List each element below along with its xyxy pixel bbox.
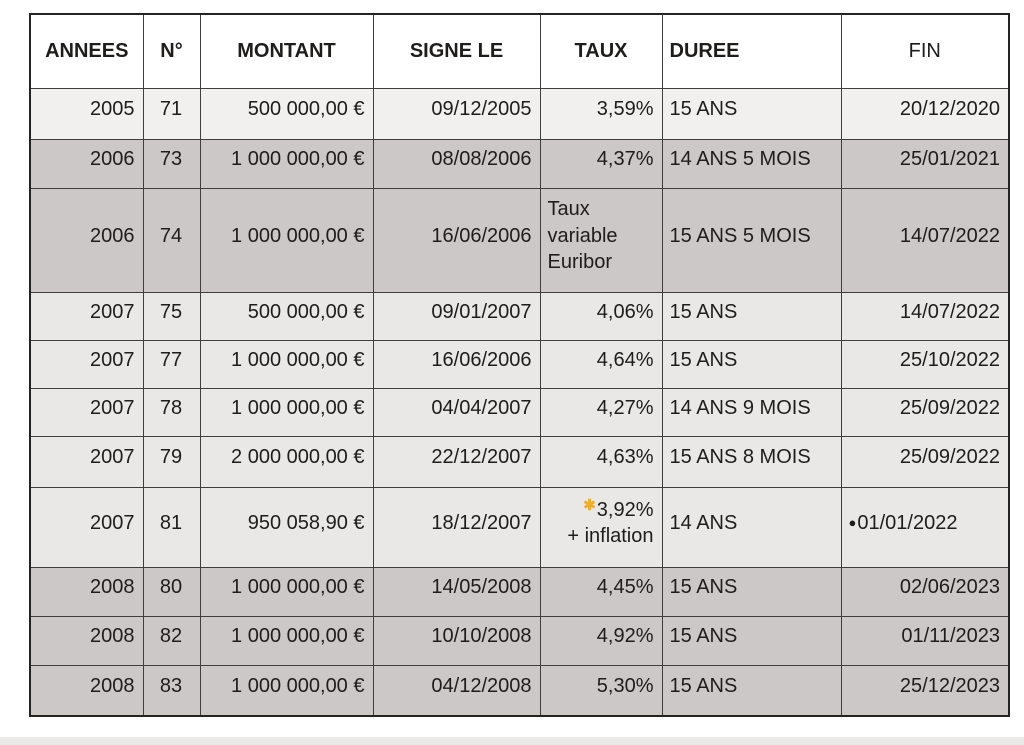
table-row [30, 340, 1009, 388]
cell-num: 80 [143, 567, 200, 616]
col-header-montant: MONTANT [200, 14, 373, 88]
cell-fin: 14/07/2022 [841, 188, 1009, 292]
cell-duree: 15 ANS [662, 616, 841, 665]
cell-montant: 1 000 000,00 € [200, 139, 373, 188]
col-header-taux: TAUX [540, 14, 662, 88]
cell-annees: 2007 [30, 388, 143, 436]
table-row [30, 188, 1009, 292]
table-row [30, 665, 1009, 716]
cell-montant: 950 058,90 € [200, 487, 373, 567]
cell-num: 78 [143, 388, 200, 436]
cell-montant: 500 000,00 € [200, 292, 373, 340]
cell-annees: 2007 [30, 487, 143, 567]
table-row [30, 436, 1009, 487]
cell-num: 71 [143, 88, 200, 139]
cell-duree: 15 ANS 5 MOIS [662, 188, 841, 292]
col-header-signe-le: SIGNE LE [373, 14, 540, 88]
cell-signe: 16/06/2006 [373, 188, 540, 292]
cell-duree: 15 ANS [662, 567, 841, 616]
cell-num: 73 [143, 139, 200, 188]
cell-duree: 15 ANS [662, 665, 841, 716]
table-row [30, 388, 1009, 436]
cell-taux: 5,30% [540, 665, 662, 716]
cell-num: 82 [143, 616, 200, 665]
cell-taux: 4,63% [540, 436, 662, 487]
cell-taux: 3,59% [540, 88, 662, 139]
cell-fin: 14/07/2022 [841, 292, 1009, 340]
cell-signe: 14/05/2008 [373, 567, 540, 616]
cell-num: 77 [143, 340, 200, 388]
cell-montant: 1 000 000,00 € [200, 188, 373, 292]
cell-signe: 22/12/2007 [373, 436, 540, 487]
cell-signe: 10/10/2008 [373, 616, 540, 665]
cell-fin: 20/12/2020 [841, 88, 1009, 139]
table-row [30, 616, 1009, 665]
cell-fin: 02/06/2023 [841, 567, 1009, 616]
cell-taux: 4,92% [540, 616, 662, 665]
cell-signe: 04/04/2007 [373, 388, 540, 436]
cell-signe: 09/01/2007 [373, 292, 540, 340]
table-row [30, 567, 1009, 616]
cell-annees: 2008 [30, 567, 143, 616]
cell-annees: 2008 [30, 616, 143, 665]
table-header [30, 14, 1009, 88]
cell-montant: 1 000 000,00 € [200, 567, 373, 616]
cell-fin: 25/09/2022 [841, 436, 1009, 487]
cell-montant: 500 000,00 € [200, 88, 373, 139]
header-row [30, 14, 1009, 88]
cell-taux: 4,37% [540, 139, 662, 188]
cell-annees: 2007 [30, 436, 143, 487]
col-header-duree: DUREE [662, 14, 841, 88]
cell-annees: 2006 [30, 188, 143, 292]
cell-fin: 25/09/2022 [841, 388, 1009, 436]
cell-fin: 25/01/2021 [841, 139, 1009, 188]
cell-signe: 08/08/2006 [373, 139, 540, 188]
col-header-fin: FIN [841, 14, 1009, 88]
gold-asterisk-icon: ✱ [583, 496, 596, 514]
cell-duree: 14 ANS [662, 487, 841, 567]
cell-annees: 2008 [30, 665, 143, 716]
cell-signe: 18/12/2007 [373, 487, 540, 567]
table-row [30, 292, 1009, 340]
cell-taux: 4,64% [540, 340, 662, 388]
cell-annees: 2007 [30, 340, 143, 388]
cell-montant: 1 000 000,00 € [200, 665, 373, 716]
col-header-annees: ANNEES [30, 14, 143, 88]
cell-fin: ●01/01/2022 [841, 487, 1009, 567]
cell-taux: 4,27% [540, 388, 662, 436]
cell-duree: 14 ANS 9 MOIS [662, 388, 841, 436]
cell-annees: 2006 [30, 139, 143, 188]
cell-num: 74 [143, 188, 200, 292]
cell-montant: 1 000 000,00 € [200, 616, 373, 665]
table-row [30, 487, 1009, 567]
cell-fin: 25/12/2023 [841, 665, 1009, 716]
table-row [30, 88, 1009, 139]
cell-annees: 2007 [30, 292, 143, 340]
cell-fin: 01/11/2023 [841, 616, 1009, 665]
cell-duree: 15 ANS [662, 88, 841, 139]
cell-num: 81 [143, 487, 200, 567]
cell-num: 75 [143, 292, 200, 340]
bottom-strip [0, 737, 1024, 745]
cell-signe: 16/06/2006 [373, 340, 540, 388]
cell-taux: 4,45% [540, 567, 662, 616]
cell-signe: 09/12/2005 [373, 88, 540, 139]
cell-taux: Taux variable Euribor [540, 188, 662, 292]
table-body [30, 88, 1009, 716]
cell-montant: 2 000 000,00 € [200, 436, 373, 487]
cell-num: 83 [143, 665, 200, 716]
bullet-icon: ● [848, 514, 857, 530]
cell-duree: 15 ANS 8 MOIS [662, 436, 841, 487]
cell-duree: 14 ANS 5 MOIS [662, 139, 841, 188]
cell-montant: 1 000 000,00 € [200, 388, 373, 436]
cell-taux: 4,06% [540, 292, 662, 340]
cell-fin: 25/10/2022 [841, 340, 1009, 388]
cell-duree: 15 ANS [662, 340, 841, 388]
cell-annees: 2005 [30, 88, 143, 139]
table-row [30, 139, 1009, 188]
cell-taux: ✱3,92% + inflation [540, 487, 662, 567]
cell-num: 79 [143, 436, 200, 487]
cell-signe: 04/12/2008 [373, 665, 540, 716]
cell-duree: 15 ANS [662, 292, 841, 340]
cell-montant: 1 000 000,00 € [200, 340, 373, 388]
col-header-num: N° [143, 14, 200, 88]
loans-table [29, 13, 1010, 717]
